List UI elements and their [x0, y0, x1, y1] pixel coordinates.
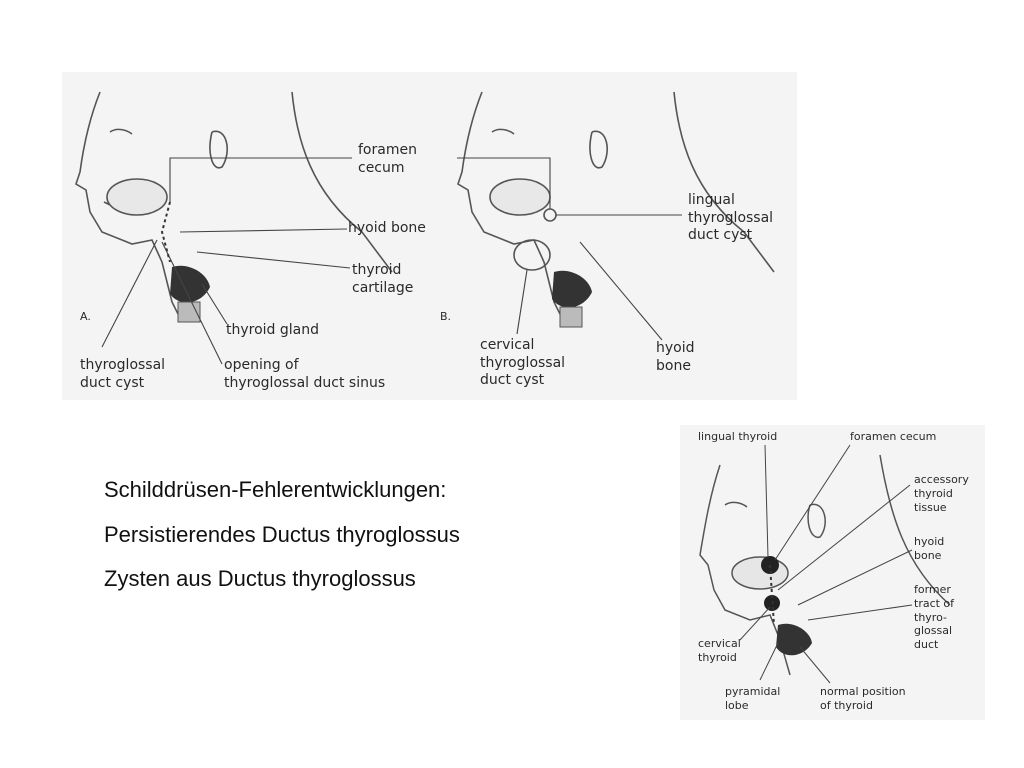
panel-a-letter: A.: [80, 310, 91, 323]
pyramidal-lobe-label: pyramidal lobe: [725, 685, 781, 712]
former-tract-label: former tract of thyro- glossal duct: [914, 583, 955, 651]
panel-b-letter: B.: [440, 310, 452, 323]
ectopic-thyroid-figure: [680, 425, 985, 720]
opening-sinus-label: opening of thyroglossal duct sinus: [224, 357, 386, 391]
thyroglossal-duct-figure: [62, 72, 797, 400]
text-line-3: Zysten aus Ductus thyroglossus: [104, 566, 416, 591]
thyroid-gland-label: thyroid gland: [226, 322, 320, 338]
foramen-cecum-label: foramen cecum: [358, 142, 417, 176]
normal-position-label: normal position of thyroid: [820, 685, 906, 712]
text-line-2: Persistierendes Ductus thyroglossus: [104, 522, 460, 547]
hyoid-bone-b-label: hyoid bone: [656, 340, 695, 374]
ectopic-thyroid-illustration: [680, 425, 985, 720]
foramen-cecum-label-2: foramen cecum: [850, 430, 937, 443]
lingual-thyroid-label: lingual thyroid: [698, 430, 778, 443]
lingual-cyst-label: lingual thyroglossal duct cyst: [688, 192, 774, 243]
cervical-thyroid-label: cervical thyroid: [698, 637, 741, 664]
hyoid-bone-label: hyoid bone: [348, 220, 426, 236]
accessory-thyroid-label: accessory thyroid tissue: [914, 473, 969, 514]
hyoid-bone-label-2: hyoid bone: [914, 535, 945, 562]
thyroid-cartilage-label: thyroid cartilage: [352, 262, 414, 296]
thyroglossal-duct-cyst-label: thyroglossal duct cyst: [80, 357, 166, 391]
cervical-cyst-label: cervical thyroglossal duct cyst: [480, 337, 566, 388]
text-line-1: Schilddrüsen-Fehlerentwicklungen:: [104, 477, 447, 502]
